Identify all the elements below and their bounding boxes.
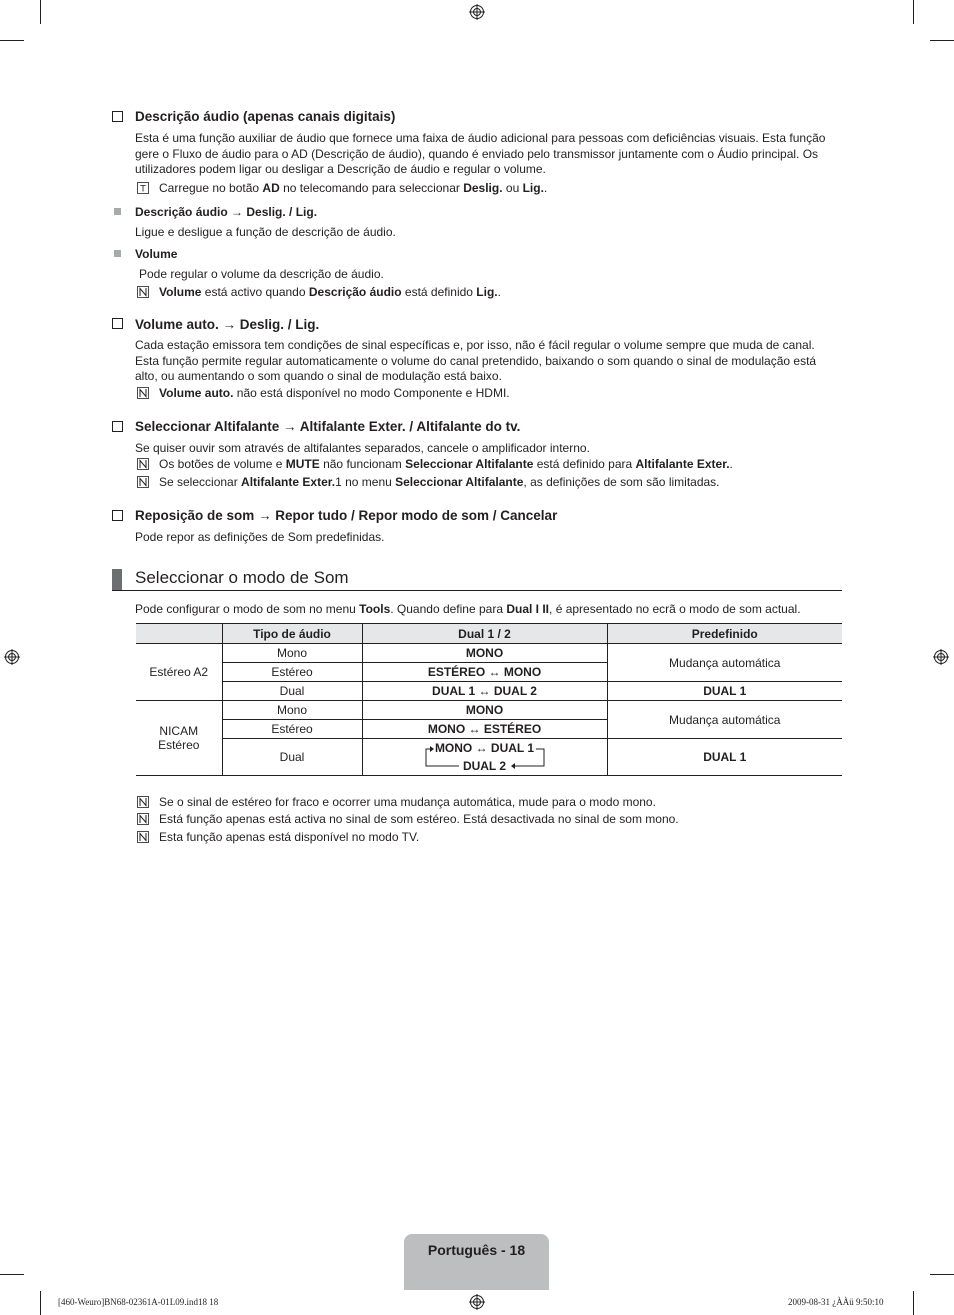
table-cell: Dual: [222, 739, 362, 776]
table-cell: Estéreo A2: [136, 644, 222, 701]
paragraph: Cada estação emissora tem condições de sinal específicas e, por isso, não é fácil regular o volume sempre que muda de canal. Esta função permite regular automaticamente o volume do canal pretendido, baixando o som quando o sinal de modulação está alto, ou aumentando o som quando o sinal de modulação está baixo.: [135, 338, 817, 383]
paragraph: Se quiser ouvir som através de altifalantes separados, cancele o amplificador interno.: [135, 441, 590, 455]
registration-mark-icon: [933, 649, 949, 665]
nicam-label: Estéreo: [158, 738, 200, 752]
remote-note-icon: [137, 182, 149, 194]
checkbox-bullet-icon: [112, 510, 123, 521]
table-header: Predefinido: [607, 624, 842, 644]
section-title: Seleccionar Altifalante → Altifalante Exter. / Altifalante do tv.: [135, 419, 521, 434]
table-row: [136, 739, 842, 776]
table-cell: Mono: [222, 701, 362, 720]
note-icon: [137, 796, 149, 808]
footer-file-info: [460-Weuro]BN68-02361A-01L09.ind18 18: [58, 1297, 219, 1307]
table-header: Dual 1 / 2: [362, 624, 607, 644]
crop-mark: [0, 1274, 24, 1275]
table-row: [136, 682, 842, 701]
section-title: Reposição de som → Repor tudo / Repor modo de som / Cancelar: [135, 508, 558, 523]
crop-mark: [913, 1291, 914, 1315]
registration-mark-icon: [469, 4, 485, 20]
note-text: Os botões de volume e MUTE não funcionam Seleccionar Altifalante está definido para Altifalante Exter..: [159, 457, 733, 471]
note-icon: [137, 286, 149, 298]
table-cell: DUAL 1: [607, 739, 842, 776]
crop-mark: [0, 40, 24, 41]
note-text: Se seleccionar Altifalante Exter.1 no menu Seleccionar Altifalante, as definições de som são limitadas.: [159, 475, 720, 489]
subsection-title: Descrição áudio → Deslig. / Lig.: [135, 205, 318, 219]
footer-timestamp: 2009-08-31 ¿ÀÀü 9:50:10: [788, 1297, 884, 1307]
paragraph: Esta é uma função auxiliar de áudio que fornece uma faixa de áudio adicional para pessoas com deficiências visuais. Esta função gere o Fluxo de áudio para o AD (Descrição de áudio), quando é enviado pelo transmissor juntamente com o Áudio principal. Os utilizadores podem ligar ou desligar a Descrição de áudio e regular o volume.: [135, 131, 826, 176]
paragraph: Pode repor as definições de Som predefinidas.: [135, 530, 385, 544]
table-cell: MONO: [362, 701, 607, 720]
note-icon: [137, 458, 149, 470]
note-text: Volume auto. não está disponível no modo Componente e HDMI.: [159, 386, 510, 400]
checkbox-bullet-icon: [112, 318, 123, 329]
sound-mode-table: [136, 623, 842, 776]
table-cell: DUAL 1 ↔ DUAL 2: [362, 682, 607, 701]
table-cell: Mudança automática: [607, 644, 842, 682]
note-icon: [137, 387, 149, 399]
table-cell: DUAL 1: [607, 682, 842, 701]
note-text: Se o sinal de estéreo for fraco e ocorrer uma mudança automática, mude para o modo mono.: [159, 795, 656, 809]
nicam-label: NICAM: [159, 724, 199, 738]
note-icon: [137, 476, 149, 488]
registration-mark-icon: [4, 649, 20, 665]
table-cell: Estéreo: [222, 663, 362, 682]
table-row: [136, 644, 842, 663]
dual-cycle-line2: DUAL 2: [462, 759, 507, 773]
table-header-row: [136, 624, 842, 644]
note-icon: [137, 831, 149, 843]
table-header: Tipo de áudio: [222, 624, 362, 644]
section-title: Descrição áudio (apenas canais digitais): [135, 109, 396, 124]
dual-cycle-line1: MONO ↔ DUAL 1: [434, 741, 535, 755]
svg-text:T: T: [140, 184, 146, 194]
table-cell: [136, 701, 222, 776]
crop-mark: [930, 40, 954, 41]
note-text: Volume está activo quando Descrição áudio está definido Lig..: [159, 285, 501, 299]
registration-mark-icon: [469, 1294, 485, 1310]
table-cell: Mono: [222, 644, 362, 663]
page-heading: Seleccionar o modo de Som: [135, 568, 349, 587]
table-cell: [362, 739, 607, 776]
crop-mark: [40, 1291, 41, 1315]
square-bullet-icon: [114, 208, 121, 215]
note-icon: [137, 813, 149, 825]
page-number-tab: [404, 1234, 549, 1290]
section-title: Volume auto. → Deslig. / Lig.: [135, 317, 320, 332]
intro-text: Pode configurar o modo de som no menu Tools. Quando define para Dual I II, é apresentado no ecrã o modo de som actual.: [135, 602, 801, 616]
subsection-text: Pode regular o volume da descrição de áudio.: [139, 267, 384, 281]
table-cell: Mudança automática: [607, 701, 842, 739]
crop-mark: [930, 1274, 954, 1275]
table-row: [136, 701, 842, 720]
table-header: [136, 624, 222, 644]
note-text: Esta função apenas está disponível no modo TV.: [159, 830, 420, 844]
heading-rule: [112, 590, 842, 591]
note-text: Carregue no botão AD no telecomando para seleccionar Deslig. ou Lig..: [159, 181, 548, 195]
checkbox-bullet-icon: [112, 111, 123, 122]
crop-mark: [913, 0, 914, 24]
table-cell: ESTÉREO ↔ MONO: [362, 663, 607, 682]
checkbox-bullet-icon: [112, 421, 123, 432]
table-cell: Estéreo: [222, 720, 362, 739]
table-cell: Dual: [222, 682, 362, 701]
note-text: Está função apenas está activa no sinal de som estéreo. Está desactivada no sinal de som mono.: [159, 812, 679, 826]
table-cell: MONO: [362, 644, 607, 663]
crop-mark: [40, 0, 41, 24]
page-number: Português - 18: [427, 1242, 526, 1258]
heading-bar: [112, 569, 122, 591]
table-cell: MONO ↔ ESTÉREO: [362, 720, 607, 739]
square-bullet-icon: [114, 250, 121, 257]
subsection-text: Ligue e desligue a função de descrição de áudio.: [135, 225, 396, 239]
subsection-title: Volume: [135, 247, 178, 261]
